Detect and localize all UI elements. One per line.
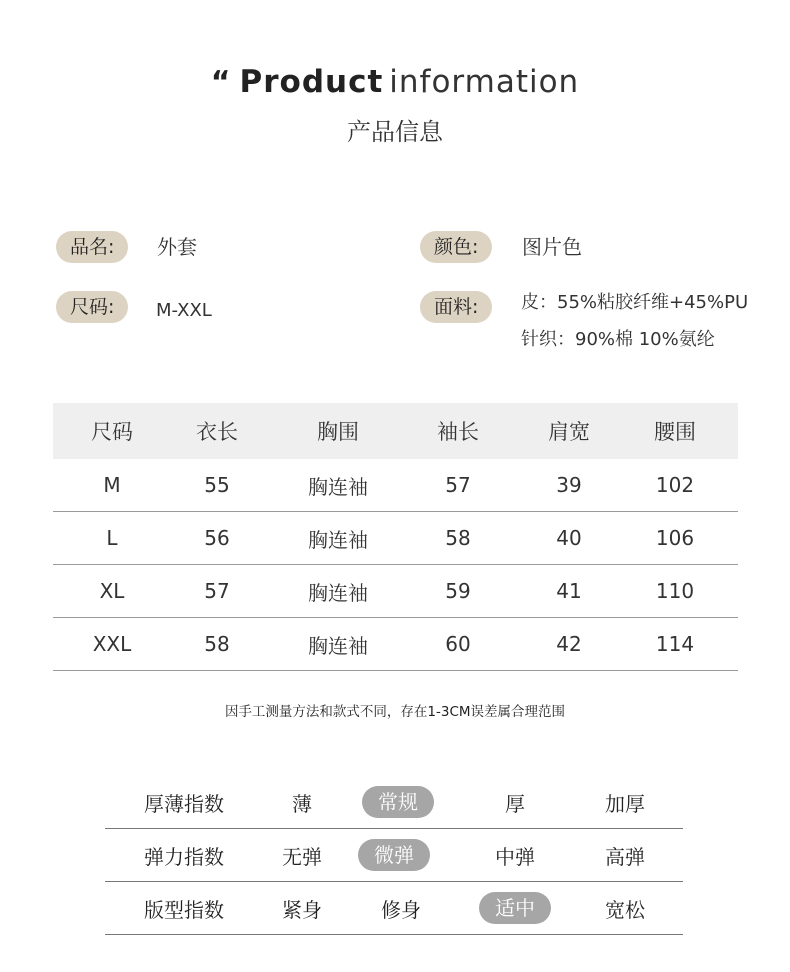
table-row [53,459,738,512]
header-cell: 肩宽 [548,420,590,444]
index-option: 薄 [292,791,312,816]
fabric-label: 面料: [420,291,492,323]
index-option-selected: 适中 [461,882,569,934]
table-cell: 57 [204,579,230,603]
table-cell: M [103,473,121,497]
table-cell: 55 [204,473,230,497]
table-cell: 胸连袖 [308,633,368,658]
fit-row [105,882,683,935]
color-value: 图片色 [522,235,582,259]
table-cell: 胸连袖 [308,580,368,605]
page-subtitle: 产品信息 [347,118,443,146]
table-cell: 41 [556,579,582,603]
table-cell: XXL [92,632,132,656]
index-label: 弹力指数 [144,844,224,869]
elasticity-row [105,829,683,882]
fabric-line-1: 皮：55%粘胶纤维+45%PU [521,292,749,313]
table-cell: XL [99,579,125,603]
size-label: 尺码: [56,291,128,323]
table-cell: 60 [445,632,471,656]
table-cell: L [106,526,118,550]
fabric-line-2: 针织：90%棉 10%氨纶 [521,329,715,350]
table-row [53,512,738,565]
table-cell: 胸连袖 [308,474,368,499]
header-cell: 腰围 [654,420,696,444]
title-light: information [389,64,580,100]
header-cell: 尺码 [91,420,133,444]
table-row [53,618,738,671]
table-cell: 57 [445,473,471,497]
table-cell: 106 [655,526,695,550]
index-label: 厚薄指数 [144,791,224,816]
index-option: 中弹 [495,844,535,869]
table-cell: 39 [556,473,582,497]
table-cell: 59 [445,579,471,603]
thickness-row [105,776,683,829]
header-cell: 胸围 [317,420,359,444]
color-label: 颜色: [420,231,492,263]
table-cell: 114 [655,632,695,656]
table-cell: 58 [204,632,230,656]
page-title [0,62,790,103]
index-option: 宽松 [605,897,645,922]
table-cell: 58 [445,526,471,550]
index-table [105,776,683,935]
size-table-header [53,403,738,459]
index-option-selected: 微弹 [341,829,447,881]
index-option: 紧身 [282,897,322,922]
index-option: 无弹 [282,844,322,869]
name-value: 外套 [157,235,197,259]
index-option: 加厚 [605,791,645,816]
index-option-selected: 常规 [341,776,455,828]
table-cell: 56 [204,526,230,550]
table-cell: 102 [655,473,695,497]
quote-mark: “ [210,65,232,100]
index-option: 修身 [381,897,421,922]
table-row [53,565,738,618]
index-option: 厚 [505,791,525,816]
header-cell: 袖长 [437,420,479,444]
table-cell: 110 [655,579,695,603]
table-cell: 40 [556,526,582,550]
size-value: M-XXL [156,300,212,321]
name-label: 品名: [56,231,128,263]
index-label: 版型指数 [144,897,224,922]
title-bold: Product [239,64,384,100]
index-option: 高弹 [605,844,645,869]
table-cell: 42 [556,632,582,656]
size-table [53,403,738,671]
table-cell: 胸连袖 [308,527,368,552]
header-cell: 衣长 [196,420,238,444]
measurement-note: 因手工测量方法和款式不同，存在1-3CM误差属合理范围 [224,704,566,720]
